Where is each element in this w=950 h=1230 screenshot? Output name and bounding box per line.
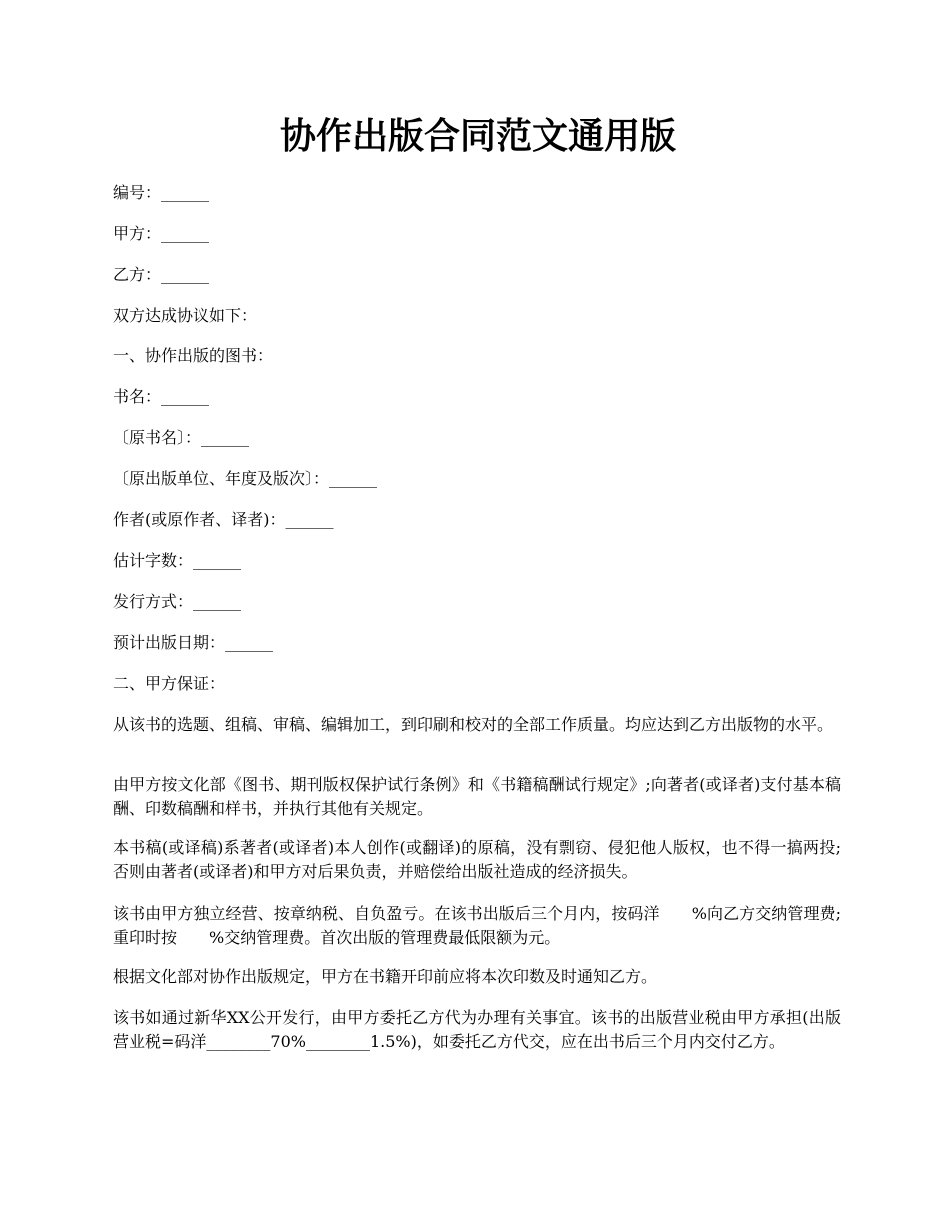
field-publish-date: 预计出版日期：______	[113, 633, 274, 652]
paragraph-originality: 本书稿(或译稿)系著者(或译者)本人创作(或翻译)的原稿，没有剽窃、侵犯他人版权，也不得一搞两投;否则由著者(或译者)和甲方对后果负责，并赔偿给出版社造成的经济损失。	[113, 838, 841, 881]
field-author: 作者(或原作者、译者)：______	[113, 510, 334, 529]
paragraph-print-notice: 根据文化部对协作出版规定，甲方在书籍开印前应将本次印数及时通知乙方。	[113, 967, 658, 986]
section-heading-2: 二、甲方保证：	[113, 674, 226, 693]
field-party-b: 乙方：______	[113, 265, 210, 284]
field-original-title: 〔原书名〕：______	[113, 428, 250, 447]
field-distribution: 发行方式：______	[113, 592, 242, 611]
section-heading-1: 一、协作出版的图书：	[113, 346, 274, 365]
paragraph-royalties: 由甲方按文化部《图书、期刊版权保护试行条例》和《书籍稿酬试行规定》;向著者(或译者)支付基本稿酬、印数稿酬和样书，并执行其他有关规定。	[113, 775, 841, 818]
paragraph-management-fee: 该书由甲方独立经营、按章纳税、自负盈亏。在该书出版后三个月内，按码洋 %向乙方交纳管理费;重印时按 %交纳管理费。首次出版的管理费最低限额为元。	[113, 904, 841, 947]
paragraph-sales-tax: 该书如通过新华XX公开发行，由甲方委托乙方代为办理有关事宜。该书的出版营业税由甲方承担(出版营业税=码洋________70%________1.5%)，如委托乙方代交，应在出书后三个月内交付乙方。	[113, 1008, 841, 1051]
field-number: 编号：______	[113, 183, 210, 202]
agreement-intro: 双方达成协议如下：	[113, 306, 258, 325]
field-party-a: 甲方：______	[113, 224, 210, 243]
document-title: 协作出版合同范文通用版	[279, 115, 676, 157]
paragraph-quality: 从该书的选题、组稿、审稿、编辑加工，到印刷和校对的全部工作质量。均应达到乙方出版物的水平。	[113, 715, 834, 734]
field-book-title: 书名：______	[113, 387, 210, 406]
field-word-count: 估计字数：______	[113, 551, 242, 570]
field-original-publisher: 〔原出版单位、年度及版次〕：______	[113, 469, 378, 488]
